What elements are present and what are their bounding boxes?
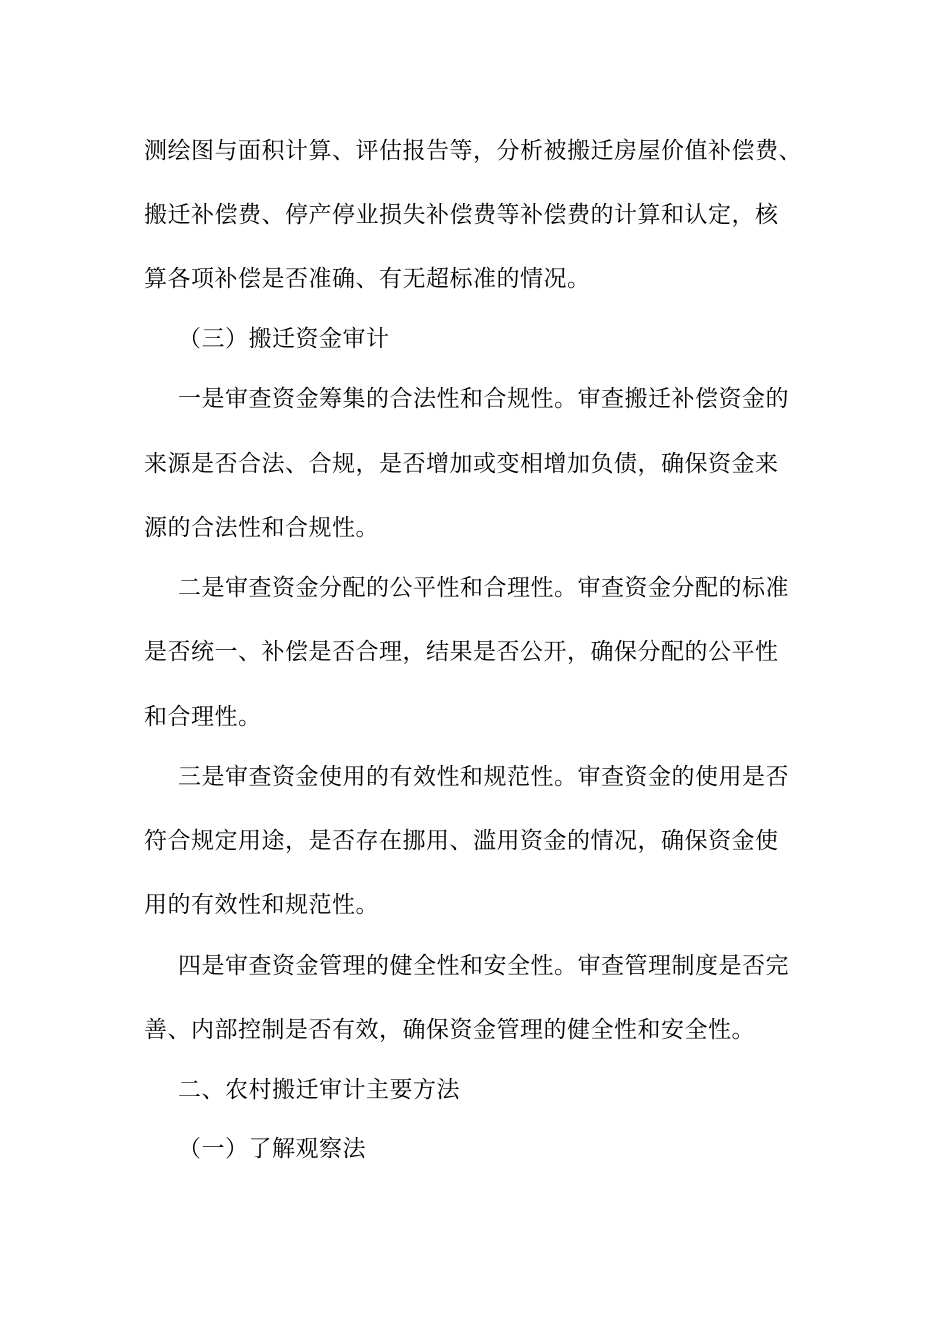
paragraph-line: 用的有效性和规范性。: [144, 892, 379, 918]
paragraph-line: 和合理性。: [144, 704, 262, 730]
paragraph-line: 测绘图与面积计算、评估报告等，分析被搬迁房屋价值补偿费、: [144, 138, 802, 164]
paragraph-line: 符合规定用途，是否存在挪用、滥用资金的情况，确保资金使: [144, 828, 779, 854]
paragraph-line: 搬迁补偿费、停产停业损失补偿费等补偿费的计算和认定，核: [144, 202, 779, 228]
paragraph-line: 一是审查资金筹集的合法性和合规性。审查搬迁补偿资金的: [178, 386, 789, 412]
paragraph-line: 是否统一、补偿是否合理，结果是否公开，确保分配的公平性: [144, 639, 779, 665]
section-heading: （一）了解观察法: [178, 1136, 366, 1162]
paragraph-line: 善、内部控制是否有效，确保资金管理的健全性和安全性。: [144, 1017, 755, 1043]
section-heading: （三）搬迁资金审计: [178, 326, 390, 352]
paragraph-line: 来源是否合法、合规，是否增加或变相增加负债，确保资金来: [144, 451, 779, 477]
paragraph-line: 四是审查资金管理的健全性和安全性。审查管理制度是否完: [178, 953, 789, 979]
paragraph-line: 二是审查资金分配的公平性和合理性。审查资金分配的标准: [178, 575, 789, 601]
chapter-heading: 二、农村搬迁审计主要方法: [178, 1077, 460, 1103]
paragraph-line: 源的合法性和合规性。: [144, 515, 379, 541]
paragraph-line: 算各项补偿是否准确、有无超标准的情况。: [144, 266, 591, 292]
paragraph-line: 三是审查资金使用的有效性和规范性。审查资金的使用是否: [178, 764, 789, 790]
